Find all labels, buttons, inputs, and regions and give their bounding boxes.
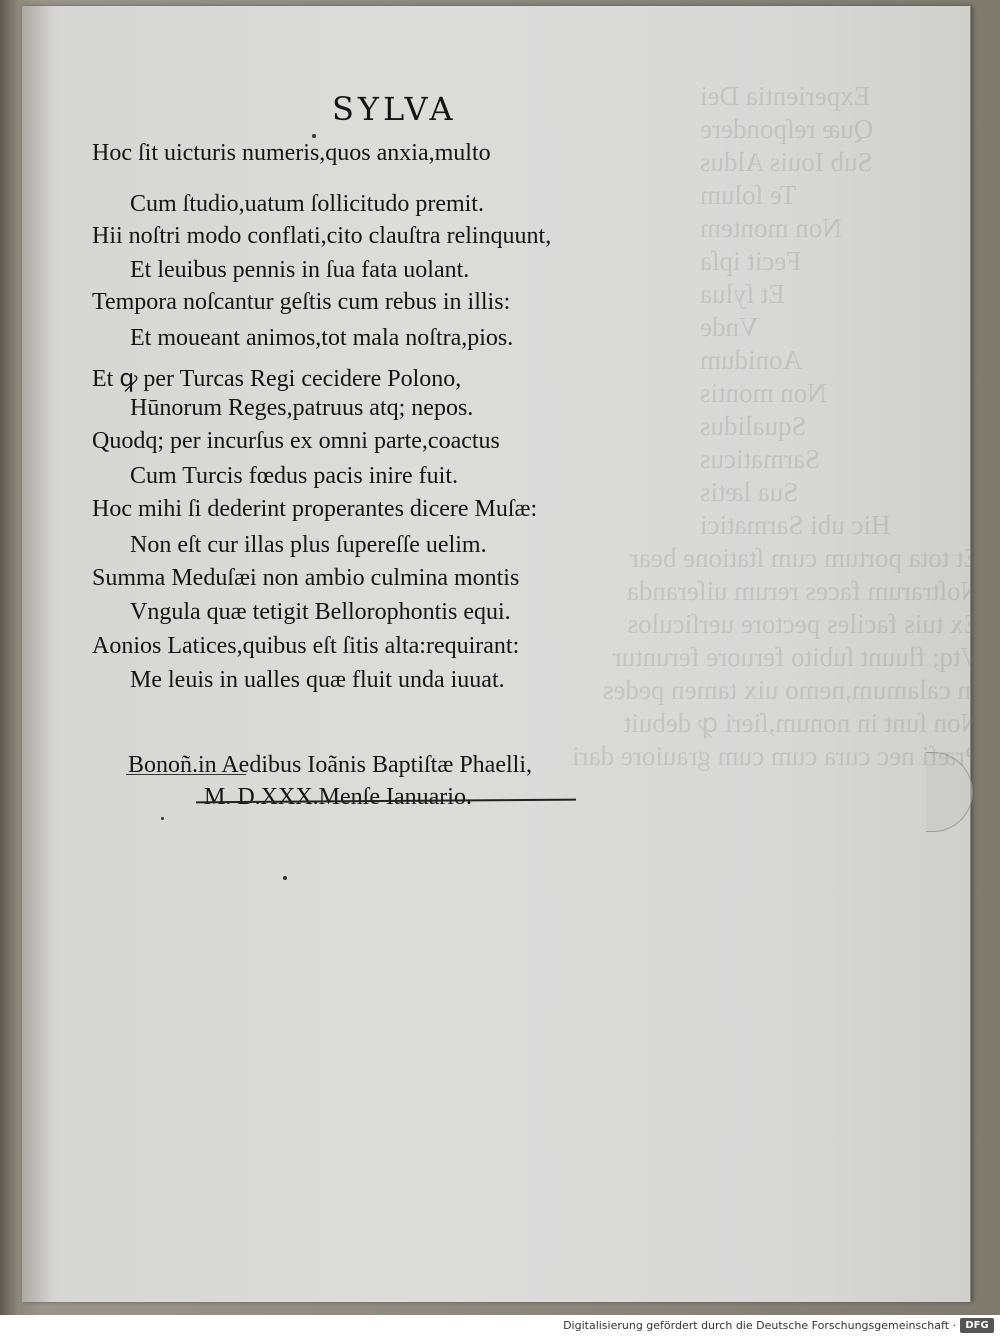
- dfg-logo: DFG: [960, 1318, 994, 1333]
- ink-speck: [283, 876, 287, 880]
- bleed-through-line: Sarmaticus: [700, 444, 820, 474]
- poem-line: Non eſt cur illas plus ſupereſſe uelim.: [130, 532, 487, 558]
- poem-line: Hoc mihi ſi dederint properantes dicere Muſæ:: [92, 496, 538, 522]
- poem-line: Hūnorum Reges,patruus atq; nepos.: [130, 395, 474, 421]
- bleed-through-line: Et ſylua: [700, 279, 785, 309]
- bleed-through-line: Sua lætis: [700, 477, 799, 507]
- poem-line: Cum Turcis fœdus pacis inire fuit.: [130, 463, 458, 489]
- page-gutter: [22, 6, 52, 1302]
- bleed-through-line: Vtq; fluunt ſubito feruore feruntur: [612, 642, 980, 672]
- poem-line: Me leuis in ualles quæ fluit unda iuuat.: [130, 667, 505, 693]
- poem-line: Hoc ſit uicturis numeris,quos anxia,multo: [92, 140, 491, 166]
- bleed-through-text: [572, 80, 980, 1060]
- poem-line: Hii noſtri modo conflati,cito clauſtra relinquunt,: [92, 223, 552, 249]
- bleed-through-line: Hic ubi Sarmatici: [700, 510, 891, 540]
- underline-rule-short: [126, 774, 246, 775]
- poem-line: Tempora noſcantur geſtis cum rebus in illis:: [92, 289, 511, 315]
- poem-line: Aonios Latices,quibus eſt ſitis alta:requirant:: [92, 633, 520, 659]
- poem-line: Et leuibus pennis in ſua fata uolant.: [130, 257, 470, 283]
- ink-speck: [161, 817, 164, 820]
- bleed-through-line: Fecit ipſa: [700, 246, 802, 276]
- bleed-through-line: Vnde: [700, 312, 759, 342]
- bleed-through-line: Et tota portum cum ſtatione bear: [629, 543, 980, 573]
- poem-line: Summa Meduſæi non ambio culmina montis: [92, 565, 520, 591]
- bleed-through-line: Sub Iouis Aldus: [700, 147, 873, 177]
- bleed-through-line: Ex tuis faciles pectore uerſiculos: [627, 609, 980, 639]
- poem-line: Et moueant animos,tot mala noſtra,pios.: [130, 325, 514, 351]
- colophon-line-2: M. D.XXX.Menſe Ianuario.: [204, 784, 472, 810]
- bleed-through-line: Noſtrarum faces rerum uiſeranda: [626, 576, 980, 606]
- bleed-through-line: Aonidum: [700, 345, 803, 375]
- running-title: SYLVA: [332, 90, 457, 128]
- bleed-through-line: Experientia Dei: [700, 81, 871, 111]
- bleed-through-line: Quæ reſpondere: [700, 114, 874, 144]
- ink-speck: [312, 134, 316, 138]
- bleed-through-line: Te ſolum: [700, 180, 797, 210]
- colophon-line-1: Bonoñ.in Aedibus Ioãnis Baptiſtæ Phaelli,: [128, 752, 532, 778]
- bleed-through-line: Squalidus: [700, 411, 807, 441]
- bleed-through-line: Non montis: [700, 378, 827, 408]
- poem-line: Cum ſtudio,uatum ſollicitudo premit.: [130, 191, 484, 217]
- bleed-through-line: Non montem: [700, 213, 842, 243]
- bleed-through-line: In calamum,nemo uix tamen pedes: [602, 675, 980, 705]
- poem-line: Quodq; per incurſus ex omni parte,coactus: [92, 428, 500, 454]
- bleed-through-line: Non ſunt in nonum,ſieri ꝙ debuit: [623, 708, 980, 738]
- poem-line: Et ꝙ per Turcas Regi cecidere Polono,: [92, 366, 462, 392]
- bleed-through-line: Præfi nec cura cum cum grauiore dari: [572, 741, 980, 771]
- digitization-footer: [0, 1315, 1000, 1337]
- poem-line: Vngula quæ tetigit Bellorophontis equi.: [130, 599, 511, 625]
- footer-credit: Digitalisierung gefördert durch die Deutsche Forschungsgemeinschaft ·: [563, 1319, 956, 1332]
